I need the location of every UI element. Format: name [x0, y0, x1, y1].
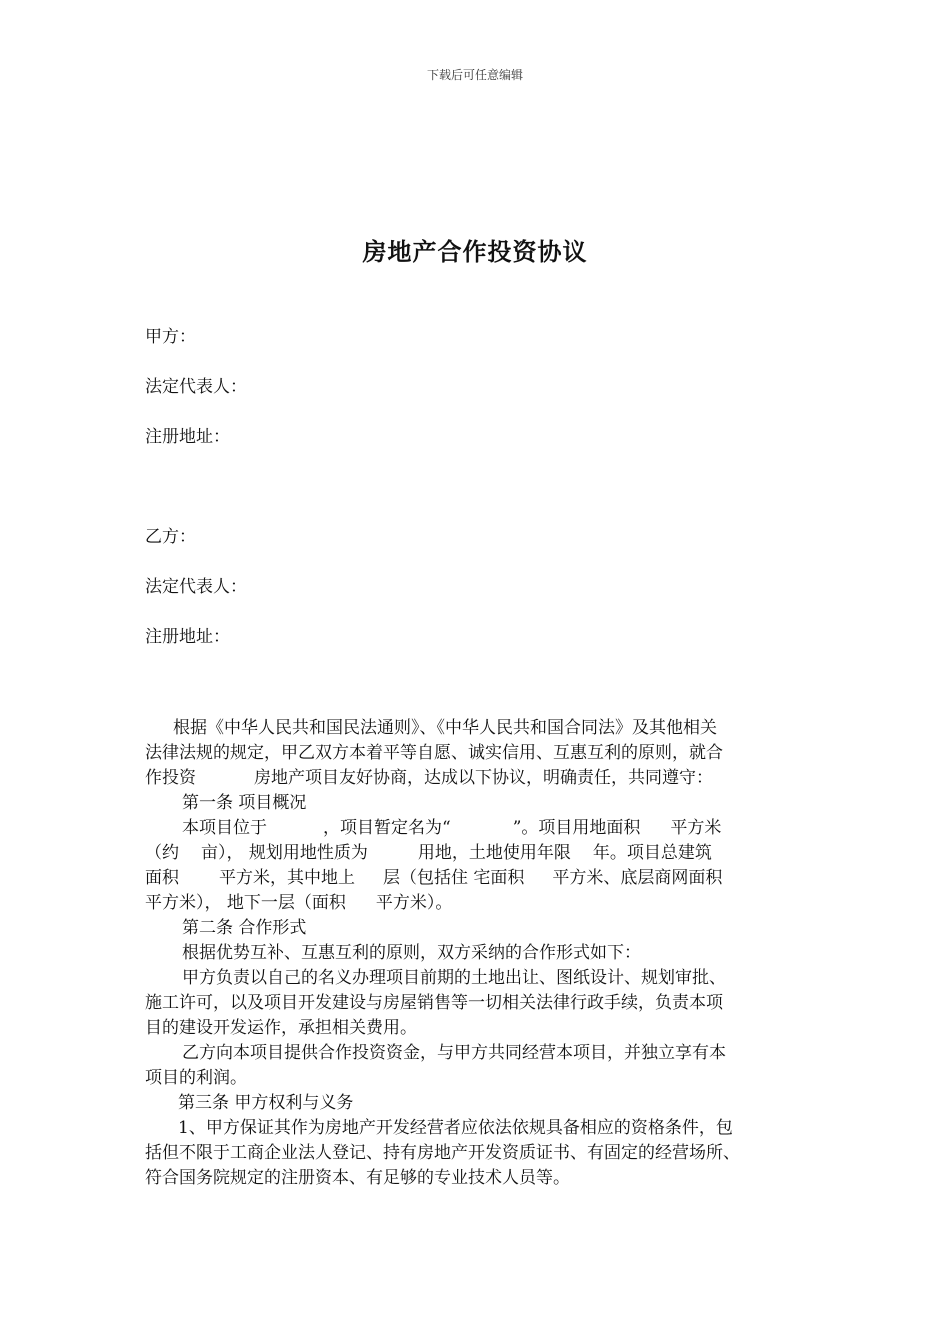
paragraph-line: 根据《中华人民共和国民法通则》、《中华人民共和国合同法》及其他相关 [173, 718, 717, 738]
text-segment: 平方米）。 [375, 893, 453, 913]
party-b-name-label: 乙方： [145, 527, 196, 547]
text-segment: 平方米，其中地上 [219, 868, 355, 888]
text-segment: 层（包括住 宅面积 [383, 868, 525, 888]
header-note: 下载后可任意编辑 [426, 68, 523, 82]
paragraph-line: 法律法规的规定，甲乙双方本着平等自愿、诚实信用、互惠互利的原则，就合 [145, 743, 723, 763]
paragraph-line [145, 841, 810, 866]
text-segment: 亩）， 规划用地性质为 [201, 843, 368, 863]
paragraph-line: 目的建设开发运作，承担相关费用。 [145, 1018, 417, 1038]
agreement-body [145, 716, 810, 1191]
party-a-address-label: 注册地址： [145, 427, 230, 447]
paragraph-line: 乙方向本项目提供合作投资资金，与甲方共同经营本项目，并独立享有本 [182, 1043, 726, 1063]
text-segment: 平方米）， 地下一层（面积 [145, 893, 346, 913]
paragraph-line: 项目的利润。 [145, 1068, 247, 1088]
party-a-name-label: 甲方： [145, 327, 196, 347]
paragraph-line [145, 816, 810, 841]
text-segment: ，项目暂定名为“ [323, 818, 451, 838]
article-heading: 第二条 合作形式 [182, 918, 307, 938]
text-segment: 用地，土地使用年限 [417, 843, 571, 863]
article-heading: 第三条 甲方权利与义务 [178, 1093, 354, 1113]
text-segment: 年。项目总建筑 [592, 843, 712, 863]
paragraph-line [145, 866, 810, 891]
paragraph-line: 括但不限于工商企业法人登记、持有房地产开发资质证书、有固定的经营场所、 [145, 1143, 740, 1163]
paragraph-line: 施工许可，以及项目开发建设与房屋销售等一切相关法律行政手续，负责本项 [145, 993, 723, 1013]
paragraph-line [145, 891, 810, 916]
text-segment: 平方米、底层商网面积 [552, 868, 723, 888]
text-segment: 本项目位于 [182, 818, 267, 838]
paragraph-line: 甲方负责以自己的名义办理项目前期的土地出让、图纸设计、规划审批、 [182, 968, 726, 988]
text-segment: 作投资 [145, 768, 196, 788]
text-segment: ”。项目用地面积 [512, 818, 641, 838]
article-heading: 第一条 项目概况 [182, 793, 307, 813]
party-b-address-label: 注册地址： [145, 627, 230, 647]
paragraph-line: 1、甲方保证其作为房地产开发经营者应依法依规具备相应的资格条件，包 [178, 1118, 733, 1138]
text-segment: 房地产项目友好协商，达成以下协议，明确责任，共同遵守： [254, 768, 713, 788]
party-a-representative-label: 法定代表人： [145, 377, 247, 397]
document-title: 房地产合作投资协议 [362, 237, 588, 266]
text-segment: （约 [145, 843, 179, 863]
text-segment: 面积 [145, 868, 179, 888]
paragraph-line: 符合国务院规定的注册资本、有足够的专业技术人员等。 [145, 1168, 570, 1188]
paragraph-line: 根据优势互补、互惠互利的原则，双方采纳的合作形式如下： [182, 943, 641, 963]
text-segment: 平方米 [670, 818, 722, 838]
party-b-representative-label: 法定代表人： [145, 577, 247, 597]
paragraph-line [145, 766, 810, 791]
